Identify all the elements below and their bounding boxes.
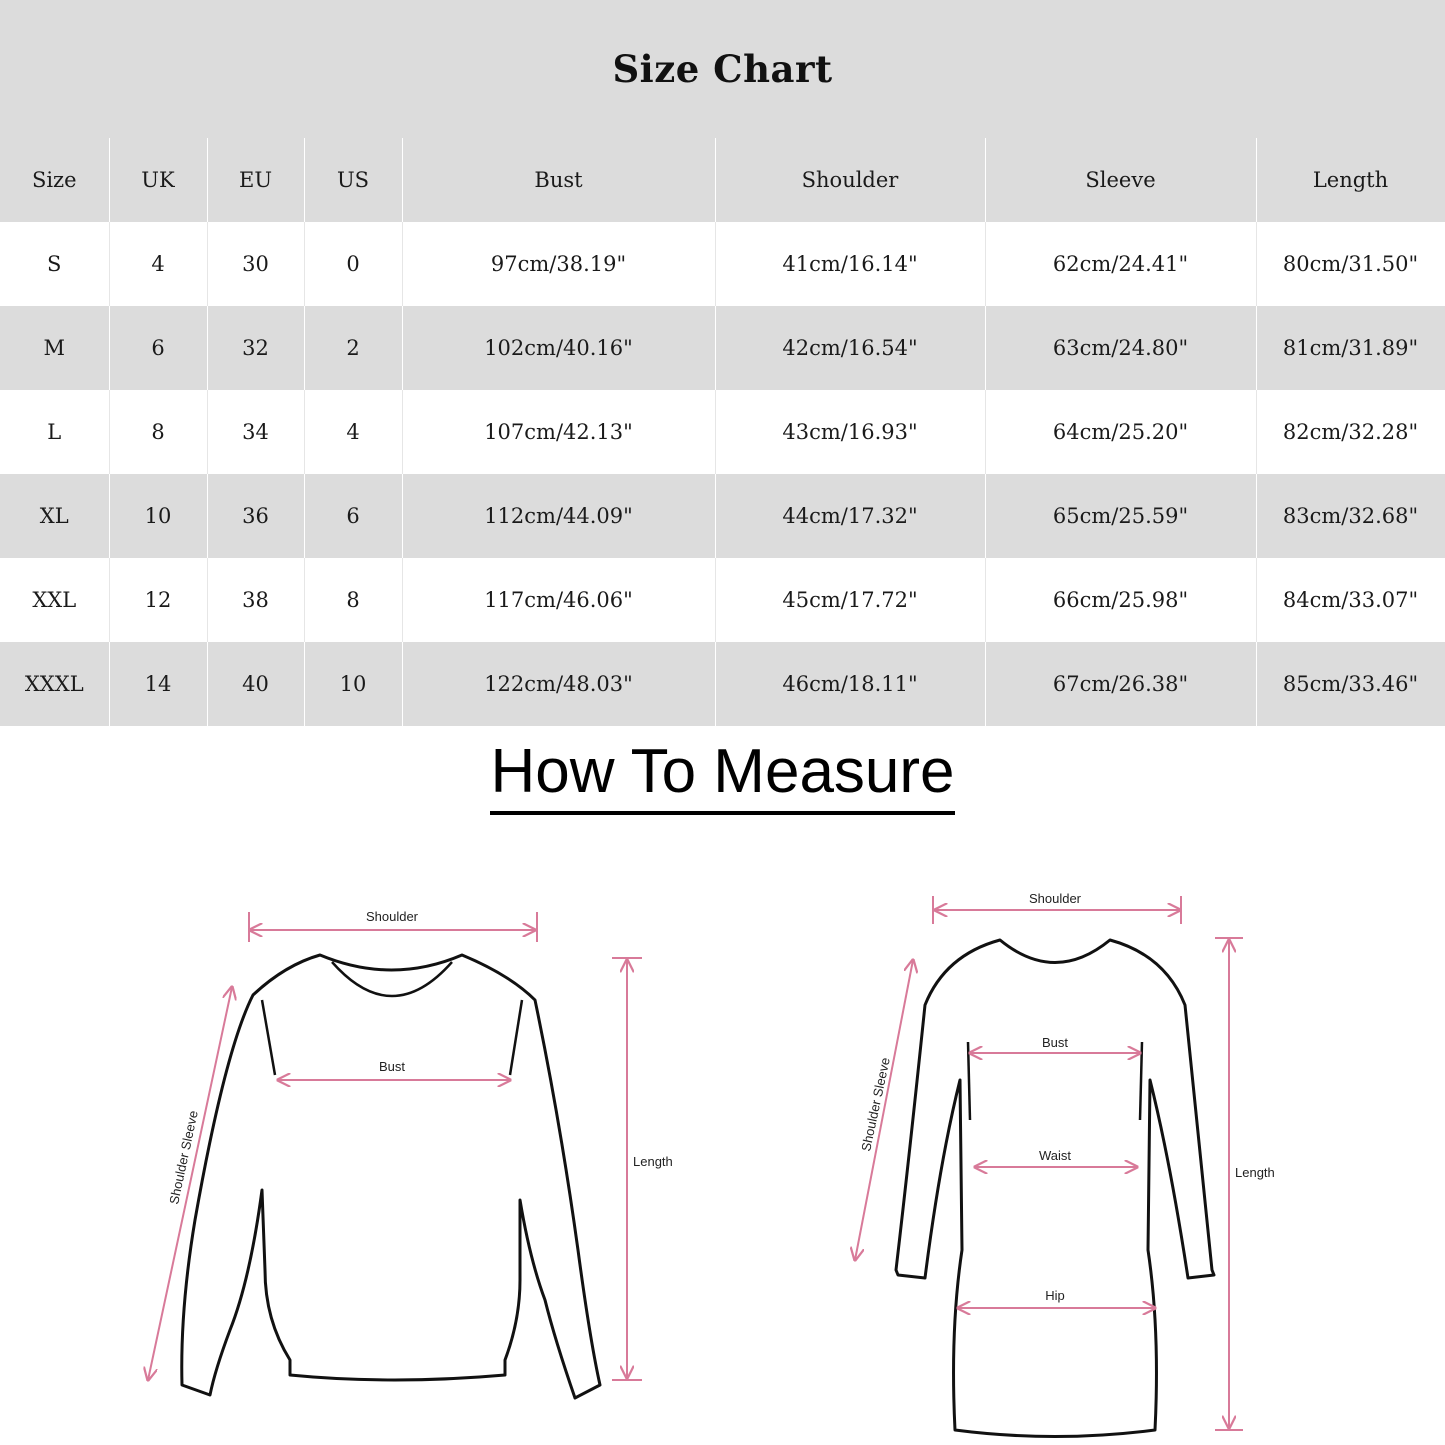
dress-length-label: Length [1235, 1165, 1275, 1180]
table-cell: 10 [304, 642, 402, 726]
table-cell: 43cm/16.93" [715, 390, 985, 474]
table-cell: 46cm/18.11" [715, 642, 985, 726]
sweater-collar [332, 962, 452, 996]
table-cell: 44cm/17.32" [715, 474, 985, 558]
table-cell: 4 [304, 390, 402, 474]
table-cell: 122cm/48.03" [402, 642, 715, 726]
table-cell: 0 [304, 222, 402, 306]
table-cell: S [0, 222, 109, 306]
table-cell: XXL [0, 558, 109, 642]
table-cell: 85cm/33.46" [1256, 642, 1445, 726]
table-cell: 97cm/38.19" [402, 222, 715, 306]
sweater-sleeve-label: Shoulder Sleeve [166, 1109, 201, 1206]
sweater-length-label: Length [633, 1154, 673, 1169]
table-cell: 42cm/16.54" [715, 306, 985, 390]
table-cell: 14 [109, 642, 207, 726]
header-uk: UK [109, 138, 207, 222]
table-cell: 38 [207, 558, 304, 642]
sweater-shoulder-label: Shoulder [365, 909, 419, 924]
dress-waist-label: Waist [1038, 1148, 1072, 1163]
table-cell: 30 [207, 222, 304, 306]
table-cell: 64cm/25.20" [985, 390, 1256, 474]
header-shoulder: Shoulder [715, 138, 985, 222]
header-bust: Bust [402, 138, 715, 222]
table-cell: 36 [207, 474, 304, 558]
dress-hip-label: Hip [1045, 1288, 1065, 1303]
sweater-sleeve-arrow [148, 987, 232, 1380]
how-to-measure-title: How To Measure [490, 735, 954, 815]
table-cell: 6 [304, 474, 402, 558]
table-cell: 65cm/25.59" [985, 474, 1256, 558]
table-cell: 63cm/24.80" [985, 306, 1256, 390]
sweater-armhole-left [262, 1000, 275, 1075]
table-cell: 102cm/40.16" [402, 306, 715, 390]
dress-shoulder-label: Shoulder [1028, 891, 1082, 906]
table-cell: 10 [109, 474, 207, 558]
dress-diagram [855, 891, 1275, 1437]
table-cell: 34 [207, 390, 304, 474]
table-cell: 66cm/25.98" [985, 558, 1256, 642]
header-eu: EU [207, 138, 304, 222]
table-cell: 6 [109, 306, 207, 390]
table-cell: 84cm/33.07" [1256, 558, 1445, 642]
table-cell: 32 [207, 306, 304, 390]
dress-bust-label: Bust [1041, 1035, 1069, 1050]
header-length: Length [1256, 138, 1445, 222]
table-cell: 62cm/24.41" [985, 222, 1256, 306]
dress-armhole-right [1140, 1042, 1142, 1120]
table-cell: 107cm/42.13" [402, 390, 715, 474]
header-us: US [304, 138, 402, 222]
sweater-bust-label: Bust [378, 1059, 406, 1074]
table-cell: M [0, 306, 109, 390]
dress-sleeve-label: Shoulder Sleeve [858, 1056, 893, 1153]
table-cell: 83cm/32.68" [1256, 474, 1445, 558]
table-cell: 12 [109, 558, 207, 642]
sweater-armhole-right [510, 1000, 522, 1075]
table-cell: 82cm/32.28" [1256, 390, 1445, 474]
chart-title: Size Chart [612, 47, 833, 91]
table-cell: 112cm/44.09" [402, 474, 715, 558]
table-cell: 8 [109, 390, 207, 474]
sweater-outline [182, 955, 600, 1398]
table-cell: L [0, 390, 109, 474]
table-cell: 40 [207, 642, 304, 726]
dress-sleeve-arrow [855, 960, 913, 1260]
table-cell: XXXL [0, 642, 109, 726]
sweater-diagram [148, 909, 673, 1398]
header-sleeve: Sleeve [985, 138, 1256, 222]
table-cell: 41cm/16.14" [715, 222, 985, 306]
table-cell: 81cm/31.89" [1256, 306, 1445, 390]
table-cell: 117cm/46.06" [402, 558, 715, 642]
header-size: Size [0, 138, 109, 222]
table-cell: 80cm/31.50" [1256, 222, 1445, 306]
table-cell: 8 [304, 558, 402, 642]
table-cell: 2 [304, 306, 402, 390]
table-cell: 45cm/17.72" [715, 558, 985, 642]
table-cell: 4 [109, 222, 207, 306]
table-cell: XL [0, 474, 109, 558]
table-cell: 67cm/26.38" [985, 642, 1256, 726]
dress-outline [896, 940, 1214, 1437]
dress-armhole-left [968, 1042, 970, 1120]
